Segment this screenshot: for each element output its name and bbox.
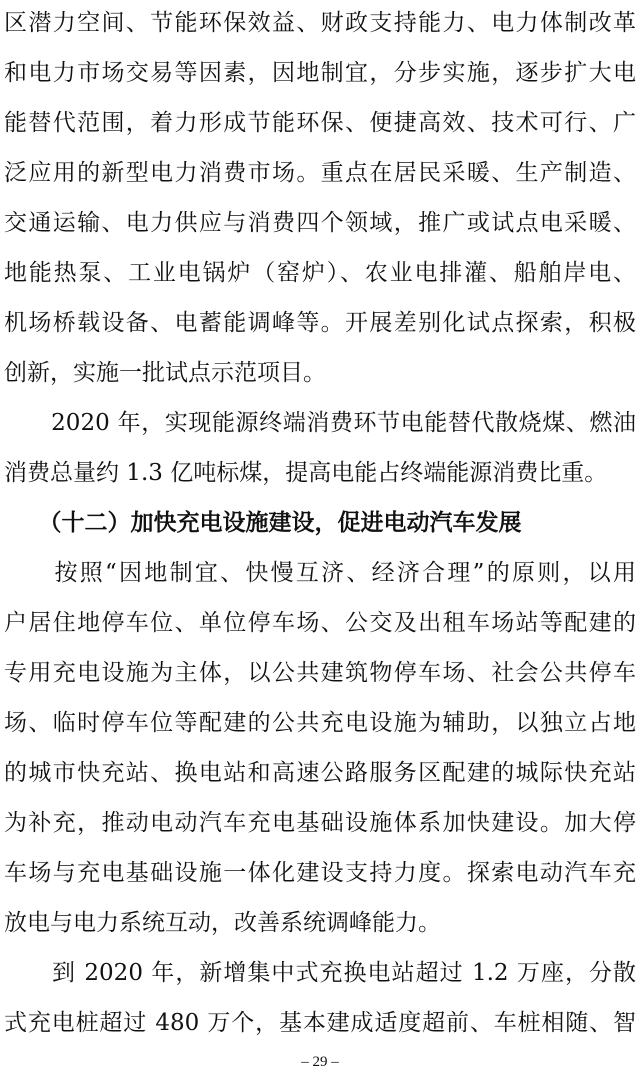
body-text-line: 为补充，推动电动汽车充电基础设施体系加快建设。加大停 — [4, 810, 636, 836]
body-text-line: 到 2020 年，新增集中式充换电站超过 1.2 万座，分散 — [4, 960, 636, 986]
body-text-line: 创新，实施一批试点示范项目。 — [4, 360, 326, 386]
body-text-line: 交通运输、电力供应与消费四个领域，推广或试点电采暖、 — [4, 210, 636, 236]
body-text-line: 的城市快充站、换电站和高速公路服务区配建的城际快充站 — [4, 760, 636, 786]
body-text-line: 2020 年，实现能源终端消费环节电能替代散烧煤、燃油 — [4, 410, 636, 436]
body-text-line: 户居住地停车位、单位停车场、公交及出租车场站等配建的 — [4, 610, 636, 636]
body-text-line: 车场与充电基础设施一体化建设支持力度。探索电动汽车充 — [4, 860, 636, 886]
body-text-line: 式充电桩超过 480 万个，基本建成适度超前、车桩相随、智 — [4, 1010, 636, 1036]
body-text-line: 消费总量约 1.3 亿吨标煤，提高电能占终端能源消费比重。 — [4, 460, 608, 486]
body-text-line: 专用充电设施为主体，以公共建筑物停车场、社会公共停车 — [4, 660, 636, 686]
body-text-line: 放电与电力系统互动，改善系统调峰能力。 — [4, 910, 441, 936]
body-text-line: 场、临时停车位等配建的公共充电设施为辅助，以独立占地 — [4, 710, 636, 736]
body-text-line: 泛应用的新型电力消费市场。重点在居民采暖、生产制造、 — [4, 160, 636, 186]
page-number: – 29 – — [301, 1054, 339, 1070]
body-text-line: 地能热泵、工业电锅炉（窑炉）、农业电排灌、船舶岸电、 — [4, 260, 636, 286]
body-text-line: 机场桥载设备、电蓄能调峰等。开展差别化试点探索，积极 — [4, 310, 636, 336]
body-text-line: 按照“因地制宜、快慢互济、经济合理”的原则，以用 — [4, 560, 636, 586]
section-heading: （十二）加快充电设施建设，促进电动汽车发展 — [4, 509, 522, 536]
body-text-line: 能替代范围，着力形成节能环保、便捷高效、技术可行、广 — [4, 110, 636, 136]
body-text-line: 区潜力空间、节能环保效益、财政支持能力、电力体制改革 — [4, 10, 636, 36]
body-text-line: 和电力市场交易等因素，因地制宜，分步实施，逐步扩大电 — [4, 60, 636, 86]
